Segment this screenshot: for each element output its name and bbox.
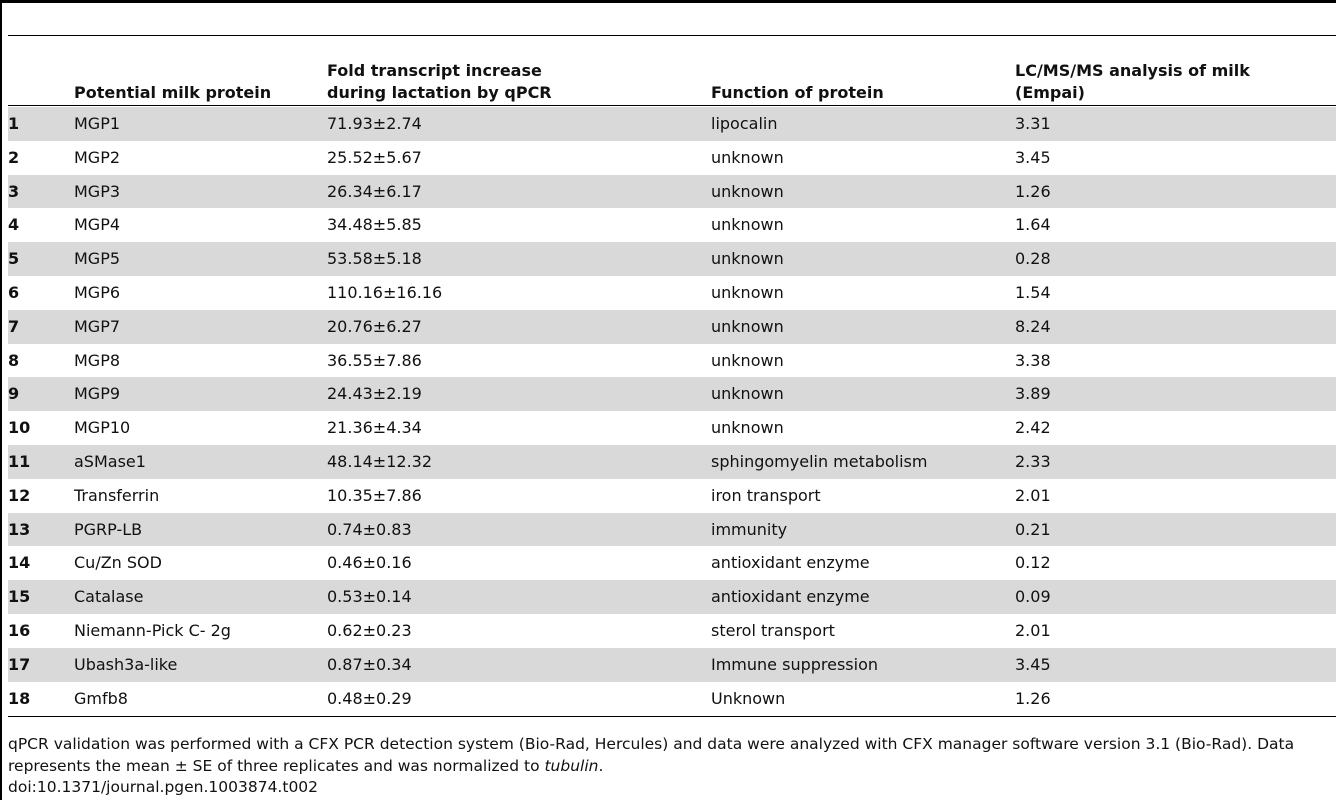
protein-name: MGP5 xyxy=(74,249,121,269)
table-row xyxy=(8,479,1336,513)
protein-function: Unknown xyxy=(711,688,786,708)
protein-name: Transferrin xyxy=(74,485,160,505)
protein-function: lipocalin xyxy=(711,114,778,133)
fold-increase: 34.48±5.85 xyxy=(327,215,422,235)
row-number: 14 xyxy=(8,553,31,573)
table-row xyxy=(8,242,1336,276)
table-row xyxy=(8,107,1336,141)
protein-function: unknown xyxy=(711,215,784,235)
protein-name: MGP2 xyxy=(74,147,121,167)
lcmsms-empai: 3.38 xyxy=(1015,350,1051,370)
table-row xyxy=(8,546,1336,580)
protein-name: Niemann-Pick C- 2g xyxy=(74,620,231,640)
fold-increase: 48.14±12.32 xyxy=(327,451,433,471)
table-row xyxy=(8,411,1336,445)
table-row xyxy=(8,141,1336,175)
protein-name: Catalase xyxy=(74,587,144,607)
table-row xyxy=(8,208,1336,242)
protein-name: MGP4 xyxy=(74,215,121,235)
header-fold-increase: Fold transcript increase during lactation by qPCR xyxy=(327,61,552,102)
header-top-rule xyxy=(8,35,1336,36)
lcmsms-empai: 0.28 xyxy=(1015,249,1051,269)
row-number: 4 xyxy=(8,215,20,235)
protein-name: aSMase1 xyxy=(74,451,146,471)
lcmsms-empai: 1.26 xyxy=(1015,688,1051,708)
lcmsms-empai: 0.12 xyxy=(1015,553,1051,573)
fold-increase: 0.53±0.14 xyxy=(327,587,412,607)
protein-name: MGP7 xyxy=(74,316,121,336)
header-lcmsms: LC/MS/MS analysis of milk (Empai) xyxy=(1015,61,1250,102)
table-row xyxy=(8,377,1336,411)
table-row xyxy=(8,310,1336,344)
protein-function: unknown xyxy=(711,350,784,370)
protein-function: sterol transport xyxy=(711,620,835,640)
table-row xyxy=(8,276,1336,310)
header-bottom-rule xyxy=(8,105,1336,106)
table-row xyxy=(8,614,1336,648)
fold-increase: 20.76±6.27 xyxy=(327,316,422,336)
lcmsms-empai: 0.21 xyxy=(1015,519,1051,539)
row-number: 5 xyxy=(8,249,20,269)
row-number: 7 xyxy=(8,316,20,336)
protein-function: antioxidant enzyme xyxy=(711,553,870,573)
row-number: 6 xyxy=(8,282,20,302)
row-number: 15 xyxy=(8,587,31,607)
lcmsms-empai: 1.26 xyxy=(1015,181,1051,201)
header-function: Function of protein xyxy=(711,83,884,102)
fold-increase: 0.46±0.16 xyxy=(327,553,412,573)
protein-name: Cu/Zn SOD xyxy=(74,553,162,573)
protein-function: iron transport xyxy=(711,485,821,505)
lcmsms-empai: 2.42 xyxy=(1015,418,1051,438)
table-row xyxy=(8,445,1336,479)
protein-function: unknown xyxy=(711,181,784,201)
fold-increase: 0.48±0.29 xyxy=(327,688,412,708)
protein-function: unknown xyxy=(711,249,784,269)
fold-increase: 36.55±7.86 xyxy=(327,350,422,370)
lcmsms-empai: 0.09 xyxy=(1015,587,1051,607)
fold-increase: 0.87±0.34 xyxy=(327,654,412,674)
row-number: 2 xyxy=(8,147,20,167)
protein-function: sphingomyelin metabolism xyxy=(711,451,928,471)
protein-function: Immune suppression xyxy=(711,654,879,674)
lcmsms-empai: 3.31 xyxy=(1015,114,1051,133)
row-number: 3 xyxy=(8,181,20,201)
fold-increase: 110.16±16.16 xyxy=(327,282,443,302)
table-row xyxy=(8,513,1336,547)
row-number: 11 xyxy=(8,451,31,471)
row-number: 1 xyxy=(8,114,20,133)
fold-increase: 71.93±2.74 xyxy=(327,114,422,133)
table-row xyxy=(8,580,1336,614)
lcmsms-empai: 1.64 xyxy=(1015,215,1051,235)
protein-name: PGRP-LB xyxy=(74,519,143,539)
table-row xyxy=(8,175,1336,209)
lcmsms-empai: 2.01 xyxy=(1015,620,1051,640)
table-body xyxy=(8,107,1336,715)
lcmsms-empai: 8.24 xyxy=(1015,316,1051,336)
row-number: 12 xyxy=(8,485,31,505)
protein-function: unknown xyxy=(711,418,784,438)
fold-increase: 21.36±4.34 xyxy=(327,418,422,438)
fold-increase: 26.34±6.17 xyxy=(327,181,422,201)
table-row xyxy=(8,682,1336,716)
protein-function: immunity xyxy=(711,519,788,539)
row-number: 8 xyxy=(8,350,20,370)
left-rule xyxy=(0,0,2,800)
fold-increase: 0.62±0.23 xyxy=(327,620,412,640)
row-number: 18 xyxy=(8,688,31,708)
protein-name: MGP9 xyxy=(74,384,121,404)
table-row xyxy=(8,344,1336,378)
lcmsms-empai: 2.33 xyxy=(1015,451,1051,471)
row-number: 10 xyxy=(8,418,31,438)
row-number: 9 xyxy=(8,384,20,404)
protein-name: MGP8 xyxy=(74,350,121,370)
protein-function: antioxidant enzyme xyxy=(711,587,870,607)
protein-name: MGP3 xyxy=(74,181,121,201)
fold-increase: 53.58±5.18 xyxy=(327,249,422,269)
row-number: 13 xyxy=(8,519,31,539)
lcmsms-empai: 3.45 xyxy=(1015,147,1051,167)
protein-name: Gmfb8 xyxy=(74,688,128,708)
table-footnote: qPCR validation was performed with a CFX PCR detection system (Bio-Rad, Hercules) and data were analyzed with CFX manager software version 3.1 (Bio-Rad). Data represents the mean ± SE of three replicates and was normalized to tubulin. xyxy=(8,735,1295,775)
protein-name: Ubash3a-like xyxy=(74,654,178,674)
lcmsms-empai: 3.45 xyxy=(1015,654,1051,674)
protein-function: unknown xyxy=(711,316,784,336)
protein-name: MGP1 xyxy=(74,114,121,133)
protein-name: MGP10 xyxy=(74,418,131,438)
header-protein: Potential milk protein xyxy=(74,83,272,102)
fold-increase: 0.74±0.83 xyxy=(327,519,412,539)
lcmsms-empai: 1.54 xyxy=(1015,282,1051,302)
protein-function: unknown xyxy=(711,147,784,167)
protein-function: unknown xyxy=(711,384,784,404)
row-number: 17 xyxy=(8,654,31,674)
table-bottom-rule xyxy=(8,716,1336,717)
row-number: 16 xyxy=(8,620,31,640)
table-row xyxy=(8,648,1336,682)
protein-name: MGP6 xyxy=(74,282,121,302)
lcmsms-empai: 2.01 xyxy=(1015,485,1051,505)
fold-increase: 25.52±5.67 xyxy=(327,147,422,167)
lcmsms-empai: 3.89 xyxy=(1015,384,1051,404)
fold-increase: 10.35±7.86 xyxy=(327,485,422,505)
fold-increase: 24.43±2.19 xyxy=(327,384,422,404)
doi-line: doi:10.1371/journal.pgen.1003874.t002 xyxy=(8,778,319,796)
top-rule xyxy=(0,0,1336,3)
protein-function: unknown xyxy=(711,282,784,302)
footnote-italic: tubulin xyxy=(544,757,599,775)
